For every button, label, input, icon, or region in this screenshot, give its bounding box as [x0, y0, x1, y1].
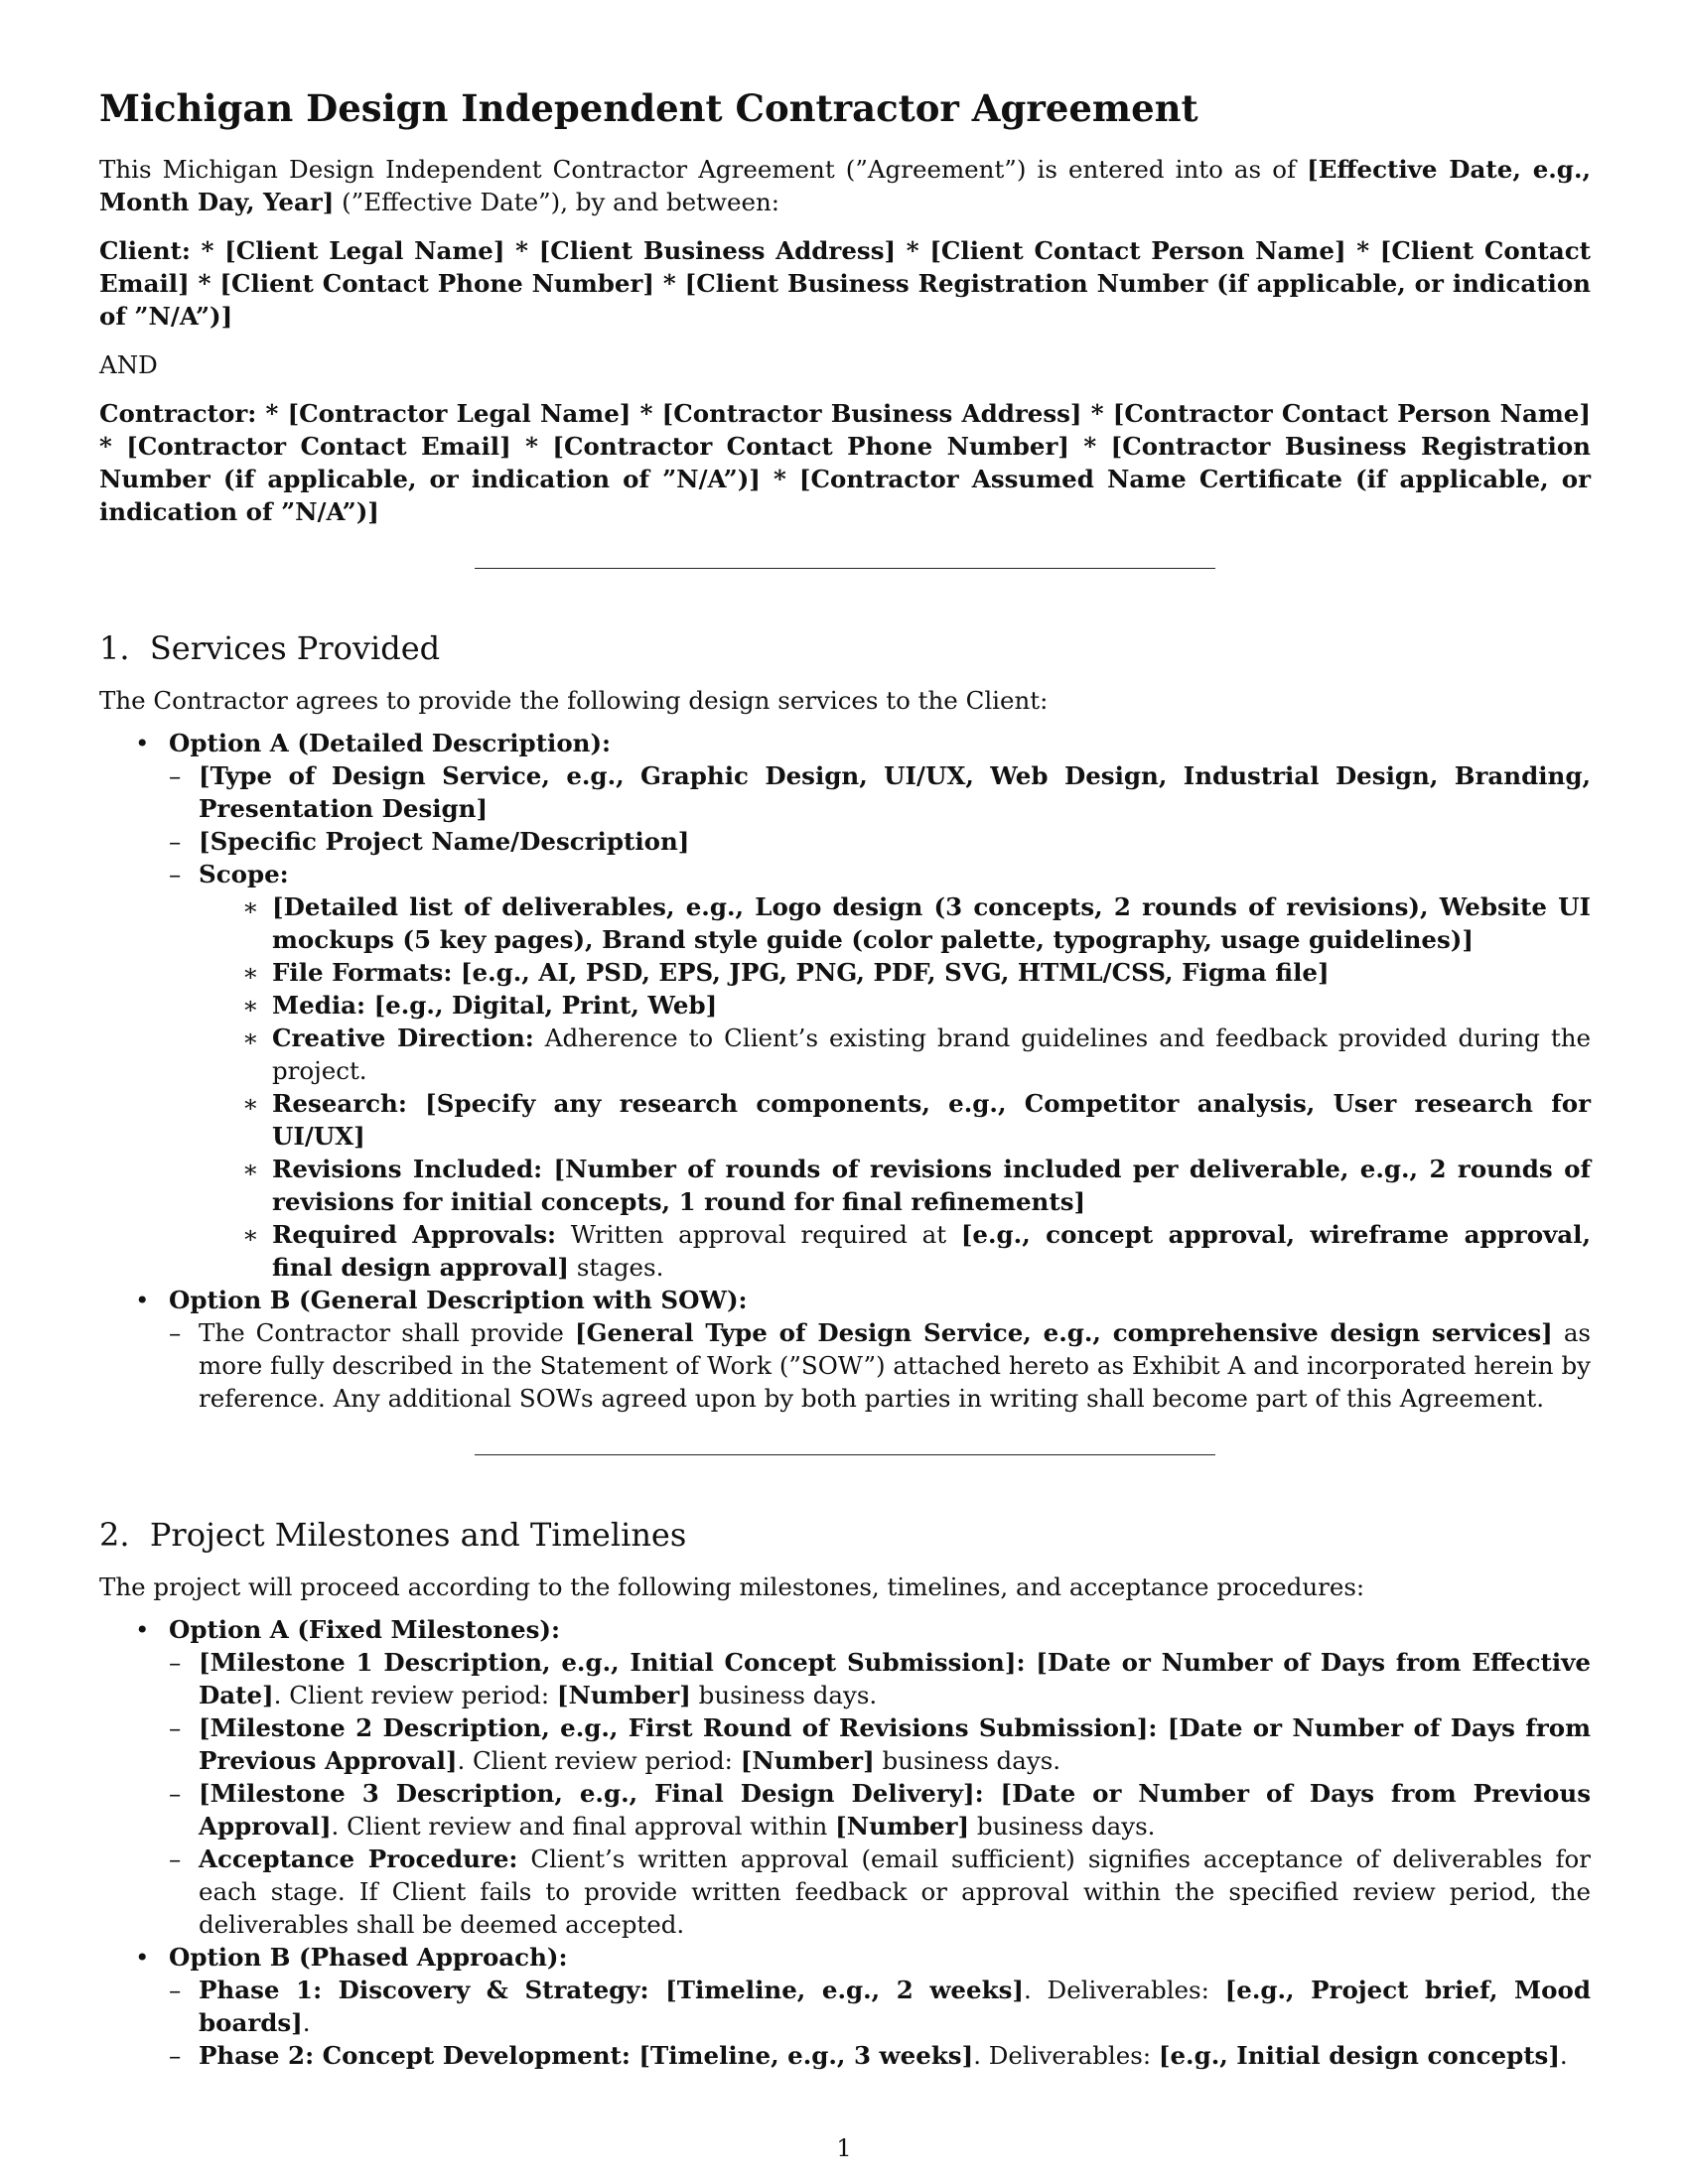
option-b-sublist [169, 1316, 1591, 1415]
file-formats-item: File Formats: [e.g., AI, PSD, EPS, JPG, PNG, PDF, SVG, HTML/CSS, Figma file] [272, 958, 1330, 987]
intro-text-end: (”Effective Date”), by and between: [334, 188, 779, 216]
acceptance-procedure-label: Acceptance Procedure: [199, 1844, 518, 1873]
list-item [99, 1613, 1591, 1941]
required-approvals-text-end: stages. [569, 1253, 664, 1282]
client-block [99, 234, 1591, 333]
section-number: 1. [99, 629, 130, 667]
service-type-placeholder: [Type of Design Service, e.g., Graphic Design, UI/UX, Web Design, Industrial Design, Branding, Presentation Design] [199, 761, 1591, 823]
list-item [169, 858, 1591, 1284]
list-item [169, 2039, 1591, 2072]
list-item [242, 1087, 1591, 1153]
list-item [169, 759, 1591, 825]
list-item [169, 1777, 1591, 1843]
option-a-sublist [169, 759, 1591, 1284]
option-a-label: Option A (Detailed Description): [169, 729, 612, 757]
phase-1-deliverables: [e.g., Project brief, Mood boards] [199, 1976, 1591, 2037]
scope-label: Scope: [199, 860, 289, 888]
phase-1-placeholder: Phase 1: Discovery & Strategy: [Timeline, e.g., 2 weeks] [199, 1976, 1024, 2004]
number-placeholder: [Number] [740, 1746, 875, 1775]
section-2-intro: The project will proceed according to the following milestones, timelines, and acceptance procedures: [99, 1572, 1365, 1601]
client-fields: * [Client Legal Name] * [Client Business Address] * [Client Contact Person Name] * [Client Contact Email] * [Client Contact Phone Number] * [Client Business Registration Number (if applicable, or indication of ”N/A”)] [99, 236, 1591, 331]
section-title: Project Milestones and Timelines [149, 1516, 687, 1554]
option-a-label: Option A (Fixed Milestones): [169, 1615, 561, 1644]
effective-date-placeholder: [Effective Date, e.g., Month Day, Year] [99, 155, 1591, 216]
milestone-3-placeholder: [Milestone 3 Description, e.g., Final Design Delivery]: [Date or Number of Days from Previous Approval] [199, 1779, 1591, 1841]
milestones-options-list [99, 1613, 1591, 2072]
phase-2-placeholder: Phase 2: Concept Development: [Timeline, e.g., 3 weeks] [199, 2041, 974, 2070]
contractor-block [99, 397, 1591, 528]
deliverables-placeholder: [Detailed list of deliverables, e.g., Logo design (3 concepts, 2 rounds of revisions), Website UI mockups (5 key pages), Brand style guide (color palette, typography, usage guidelines)] [272, 892, 1591, 954]
option-b-sublist [169, 1974, 1591, 2072]
list-item [169, 1646, 1591, 1711]
number-placeholder: [Number] [556, 1681, 691, 1709]
revisions-item: Revisions Included: [Number of rounds of revisions included per deliverable, e.g., 2 rounds of revisions for initial concepts, 1 round for final refinements] [272, 1155, 1591, 1216]
phase-2-text-end: . [1559, 2041, 1568, 2070]
page-number: 1 [836, 2134, 852, 2162]
list-item [169, 1974, 1591, 2039]
phase-2-text: . Deliverables: [973, 2041, 1159, 2070]
services-options-list [99, 727, 1591, 1415]
milestone-2-text-end: business days. [874, 1746, 1061, 1775]
sow-text: The Contractor shall provide [199, 1318, 575, 1347]
horizontal-rule [475, 568, 1215, 569]
acceptance-procedure-text: Client’s written approval (email sufficient) signifies acceptance of deliverables for each stage. If Client fails to provide written feedback or approval within the specified review period, the deliverables shall be deemed accepted. [199, 1844, 1591, 1939]
list-item [242, 890, 1591, 956]
contractor-label: Contractor: [99, 399, 257, 428]
list-item [169, 825, 1591, 858]
milestone-3-text-end: business days. [969, 1812, 1156, 1841]
section-1-intro: The Contractor agrees to provide the following design services to the Client: [99, 686, 1049, 715]
list-item [99, 1941, 1591, 2072]
creative-direction-label: Creative Direction: [272, 1024, 534, 1052]
section-number: 2. [99, 1516, 130, 1554]
horizontal-rule [475, 1454, 1215, 1455]
research-item: Research: [Specify any research components, e.g., Competitor analysis, User research for UI/UX] [272, 1089, 1591, 1151]
document-page [99, 85, 1591, 2072]
general-service-placeholder: [General Type of Design Service, e.g., comprehensive design services] [574, 1318, 1553, 1347]
option-a-sublist [169, 1646, 1591, 1941]
sow-text-end: as more fully described in the Statement of Work (”SOW”) attached hereto as Exhibit A and incorporated herein by reference. Any additional SOWs agreed upon by both parties in writing shall become part of this Agreement. [199, 1318, 1592, 1413]
number-placeholder: [Number] [835, 1812, 970, 1841]
document-title: Michigan Design Independent Contractor Agreement [99, 86, 1198, 130]
phase-1-text: . Deliverables: [1023, 1976, 1225, 2004]
section-title: Services Provided [149, 629, 441, 667]
phase-1-text-end: . [302, 2008, 311, 2037]
list-item [242, 1022, 1591, 1087]
milestone-3-text: . Client review and final approval within [331, 1812, 836, 1841]
project-name-placeholder: [Specific Project Name/Description] [199, 827, 690, 856]
milestone-1-placeholder: [Milestone 1 Description, e.g., Initial Concept Submission]: [Date or Number of Days from Effective Date] [199, 1648, 1591, 1709]
required-approvals-label: Required Approvals: [272, 1220, 557, 1249]
milestone-2-placeholder: [Milestone 2 Description, e.g., First Round of Revisions Submission]: [Date or Number of Days from Previous Approval] [199, 1713, 1591, 1775]
list-item [169, 1316, 1591, 1415]
and-separator: AND [99, 350, 158, 379]
client-label: Client: [99, 236, 191, 265]
intro-text: This Michigan Design Independent Contractor Agreement (”Agreement”) is entered into as of [99, 155, 1308, 184]
list-item [99, 1284, 1591, 1415]
approval-stages-placeholder: [e.g., concept approval, wireframe approval, final design approval] [272, 1220, 1591, 1282]
required-approvals-text: Written approval required at [556, 1220, 961, 1249]
list-item [242, 1218, 1591, 1284]
milestone-2-text: . Client review period: [457, 1746, 741, 1775]
milestone-1-text-end: business days. [690, 1681, 878, 1709]
scope-sublist [220, 890, 1591, 1284]
phase-2-deliverables: [e.g., Initial design concepts] [1158, 2041, 1560, 2070]
intro-paragraph [99, 153, 1591, 218]
option-b-label: Option B (Phased Approach): [169, 1943, 568, 1972]
contractor-fields: * [Contractor Legal Name] * [Contractor Business Address] * [Contractor Contact Person Name] * [Contractor Contact Email] * [Contractor Contact Phone Number] * [Contractor Business Registration Number (if applicable, or indication of ”N/A”)] * [Contractor Assumed Name Certificate (if applicable, or indication of ”N/A”)] [99, 399, 1591, 526]
milestone-1-text: . Client review period: [273, 1681, 557, 1709]
option-b-label: Option B (General Description with SOW): [169, 1286, 748, 1314]
list-item [169, 1711, 1591, 1777]
section-1-heading [99, 628, 1591, 668]
list-item [242, 989, 1591, 1022]
list-item [99, 727, 1591, 1284]
list-item [242, 956, 1591, 989]
list-item [242, 1153, 1591, 1218]
list-item [169, 1843, 1591, 1941]
media-item: Media: [e.g., Digital, Print, Web] [272, 991, 718, 1020]
creative-direction-text: Adherence to Client’s existing brand guidelines and feedback provided during the project. [272, 1024, 1591, 1085]
section-2-heading [99, 1515, 1591, 1555]
